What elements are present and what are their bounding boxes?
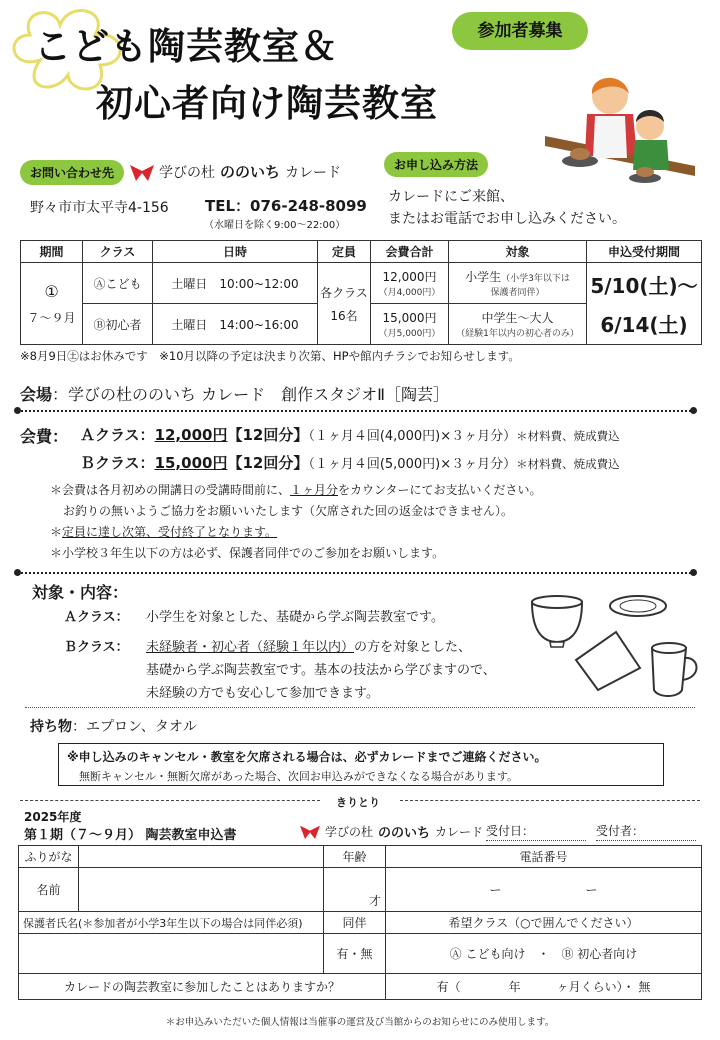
fee-b-material: ＊材料費、焼成費込: [516, 457, 620, 471]
target-heading: 対象・内容：: [32, 583, 129, 602]
capacity-line-1: 各クラス: [320, 285, 368, 300]
form-row-guardian: [19, 934, 702, 974]
cancel-notice-box: [58, 743, 664, 786]
fee-a-count: 【12回分】: [227, 426, 309, 444]
received-by: 受付者：: [596, 824, 645, 838]
divider-dot: [690, 407, 697, 414]
schedule-note: ※8月9日㊏はお休みです ※10月以降の予定は決まり次第、HPや館内チラシでお知らせします。: [20, 349, 520, 363]
logo-mark-icon: [130, 163, 154, 181]
schedule-header-row: [21, 241, 702, 263]
divider-line-thin: [25, 707, 695, 708]
col-fee: 会費合計: [371, 241, 449, 263]
age-label: 年齢: [324, 846, 386, 868]
fee-b-count: 【12回分】: [227, 454, 309, 472]
capacity-line-2: 16名: [330, 308, 358, 323]
received-by-line: [596, 840, 696, 841]
logo-suffix: カレード: [285, 164, 342, 181]
col-target: 対象: [449, 241, 587, 263]
schedule-table: [20, 240, 702, 345]
fee-b-detail: （１ヶ月４回(5,000円)×３ヶ月分）: [308, 457, 517, 472]
target-a-note-1: （小学3年以下は: [501, 274, 570, 284]
apply-line-2: またはお電話でお申し込みください。: [388, 211, 626, 227]
time-b: 土曜日 14:00~16:00: [153, 304, 318, 345]
fee-note-3-u: 定員に達し次第、受付終了となります。: [62, 525, 278, 539]
logo-mark-icon: [300, 824, 320, 839]
accompany-label: 同伴: [324, 912, 386, 934]
form-row-guardian-head: [19, 912, 702, 934]
apply-end: 6/14(土): [600, 312, 688, 337]
fee-b-class: Ｂクラス：: [80, 454, 155, 472]
period-months: ７～９月: [27, 310, 76, 325]
age-input[interactable]: [324, 868, 386, 912]
contact-hours: （水曜日を除く9:00～22:00）: [204, 220, 346, 231]
cut-label: きりとり: [336, 796, 380, 809]
target-a: 小学生: [465, 270, 502, 284]
logo-bold: ののいち: [220, 163, 281, 181]
form-logo-prefix: 学びの杜: [325, 825, 374, 839]
phone-label: 電話番号: [386, 846, 702, 868]
apply-period-cell: [587, 263, 702, 345]
period-number: ①: [44, 281, 59, 301]
apply-line-1: カレードにご来館、: [388, 189, 514, 205]
title-line-1: こども陶芸教室＆: [34, 25, 338, 68]
target-b-line-3: 未経験の方でも安心して参加できます。: [146, 686, 379, 701]
received-date-line: [486, 840, 586, 841]
items-label: 持ち物: [30, 719, 72, 735]
fee-b-line: [80, 452, 620, 473]
venue-value: ：学びの杜ののいち カレード 創作スタジオⅡ［陶芸］: [52, 385, 449, 404]
recruitment-badge: 参加者募集: [452, 12, 588, 50]
col-capacity: 定員: [318, 241, 371, 263]
schedule-row-a: [21, 263, 702, 304]
target-b-note: （経験1年以内の初心者のみ）: [456, 329, 579, 339]
fee-b-cell: [371, 304, 449, 345]
fee-note-1-u: １ヶ月分: [290, 483, 339, 497]
period-cell: [21, 263, 83, 345]
fee-a: 12,000円: [382, 270, 437, 284]
privacy-note: ＊お申込みいただいた個人情報は当催事の運営及び当館からのお知らせにのみ使用します。: [165, 1017, 555, 1028]
target-b-label: Ｂクラス：: [64, 640, 129, 655]
fee-note-3-mark: ＊: [50, 525, 63, 539]
fee-a-detail: （１ヶ月４回(4,000円)×３ヶ月分）: [308, 429, 517, 444]
contact-badge: お問い合わせ先: [20, 160, 124, 185]
fee-b-price: 15,000円: [154, 454, 228, 472]
target-b-line-1: [146, 636, 471, 655]
target-b-line-2: 基礎から学ぶ陶芸教室です。基本の技法から学びますので、: [146, 663, 496, 678]
title-line-2: 初心者向け陶芸教室: [96, 82, 438, 125]
application-form: [18, 845, 702, 1000]
fee-a-cell: [371, 263, 449, 304]
time-a: 土曜日 10:00~12:00: [153, 263, 318, 304]
venue-label: 会場: [20, 385, 53, 404]
accompany-choice[interactable]: 有・無: [324, 934, 386, 974]
target-b-cell: [449, 304, 587, 345]
form-year: 2025年度: [24, 810, 82, 824]
col-class: クラス: [83, 241, 153, 263]
tableware-illustration: [528, 590, 708, 705]
apply-badge: お申し込み方法: [384, 152, 488, 177]
experience-question: カレードの陶芸教室に参加したことはありますか？: [19, 974, 386, 1000]
items-value: ：エプロン、タオル: [72, 719, 197, 735]
phone-dashes: ー ー: [489, 883, 598, 897]
fee-a-sub: （月4,000円）: [378, 288, 441, 298]
phone-input[interactable]: [386, 868, 702, 912]
divider-dot: [690, 569, 697, 576]
form-row-furigana: [19, 846, 702, 868]
col-time: 日時: [153, 241, 318, 263]
apply-start: 5/10(土)～: [590, 273, 698, 298]
fee-a-material: ＊材料費、焼成費込: [516, 429, 620, 443]
fee-label: 会費：: [20, 427, 69, 446]
name-input[interactable]: [79, 868, 324, 912]
logo-prefix: 学びの杜: [159, 164, 215, 181]
target-a-text: 小学生を対象とした、基礎から学ぶ陶芸教室です。: [146, 610, 444, 625]
form-title: 第１期（７～９月） 陶芸教室申込書: [24, 828, 237, 843]
cancel-line-2: 無断キャンセル・無断欠席があった場合、次回お申込みができなくなる場合があります。: [79, 770, 519, 783]
target-a-note-2: 保護者同伴）: [490, 288, 545, 298]
fee-a-line: [80, 424, 620, 445]
wish-label: 希望クラス（○で囲んでください）: [386, 912, 702, 934]
furigana-input[interactable]: [79, 846, 324, 868]
received-date: 受付日：: [486, 824, 535, 838]
divider-line: [18, 410, 694, 412]
fee-note-3: [50, 523, 277, 540]
contact-tel: TEL：076-248-8099: [205, 197, 367, 215]
fee-a-price: 12,000円: [154, 426, 228, 444]
target-b: 中学生～大人: [481, 311, 554, 325]
age-unit: 才: [368, 894, 381, 908]
col-apply-period: 申込受付期間: [587, 241, 702, 263]
class-choice[interactable]: Ⓐ こども向け ・ Ⓑ 初心者向け: [386, 934, 702, 974]
form-logo-bold: ののいち: [378, 826, 431, 841]
form-logo: [300, 822, 483, 841]
target-b-u: 未経験者・初心者（経験１年以内）: [146, 640, 355, 655]
cancel-line-1: ※申し込みのキャンセル・教室を欠席される場合は、必ずカレードまでご連絡ください。: [67, 750, 547, 764]
items-line: [30, 716, 197, 736]
target-a-cell: [449, 263, 587, 304]
cut-line-right: [400, 800, 700, 801]
class-a: Ⓐこども: [83, 263, 153, 304]
guardian-input[interactable]: [19, 934, 324, 974]
contact-address: 野々市市太平寺4-156: [30, 200, 169, 216]
col-period: 期間: [21, 241, 83, 263]
fee-note-2: お釣りの無いようご協力をお願いいたします（欠席された回の返金はできません）。: [63, 504, 514, 518]
target-a-label: Ａクラス：: [64, 610, 129, 625]
fee-note-1: [50, 481, 542, 498]
class-b: Ⓑ初心者: [83, 304, 153, 345]
capacity-cell: [318, 263, 371, 345]
form-row-name: [19, 868, 702, 912]
target-b-text1: の方を対象とした、: [354, 640, 472, 655]
venue-line: [20, 382, 449, 405]
fee-note-4: ＊小学校３年生以下の方は必ず、保護者同伴でのご参加をお願いします。: [50, 546, 445, 560]
fee-a-class: Ａクラス：: [80, 426, 155, 444]
divider-line: [18, 572, 694, 574]
fee-b: 15,000円: [382, 311, 437, 325]
kaleido-logo: [130, 161, 341, 182]
fee-b-sub: （月5,000円）: [378, 329, 441, 339]
cut-line-left: [20, 800, 320, 801]
guardian-label: 保護者氏名(＊参加者が小学3年生以下の場合は同伴必須): [19, 912, 324, 934]
fee-note-1-post: をカウンターにてお支払いください。: [338, 483, 542, 497]
pottery-kids-illustration: [545, 66, 695, 191]
fee-note-1-pre: ＊会費は各月初めの開講日の受講時間前に、: [50, 483, 291, 497]
name-label: 名前: [19, 868, 79, 912]
experience-answer[interactable]: 有（ 年 ヶ月くらい）・ 無: [386, 974, 702, 1000]
form-row-experience: [19, 974, 702, 1000]
furigana-label: ふりがな: [19, 846, 79, 868]
form-logo-suffix: カレード: [435, 825, 484, 839]
